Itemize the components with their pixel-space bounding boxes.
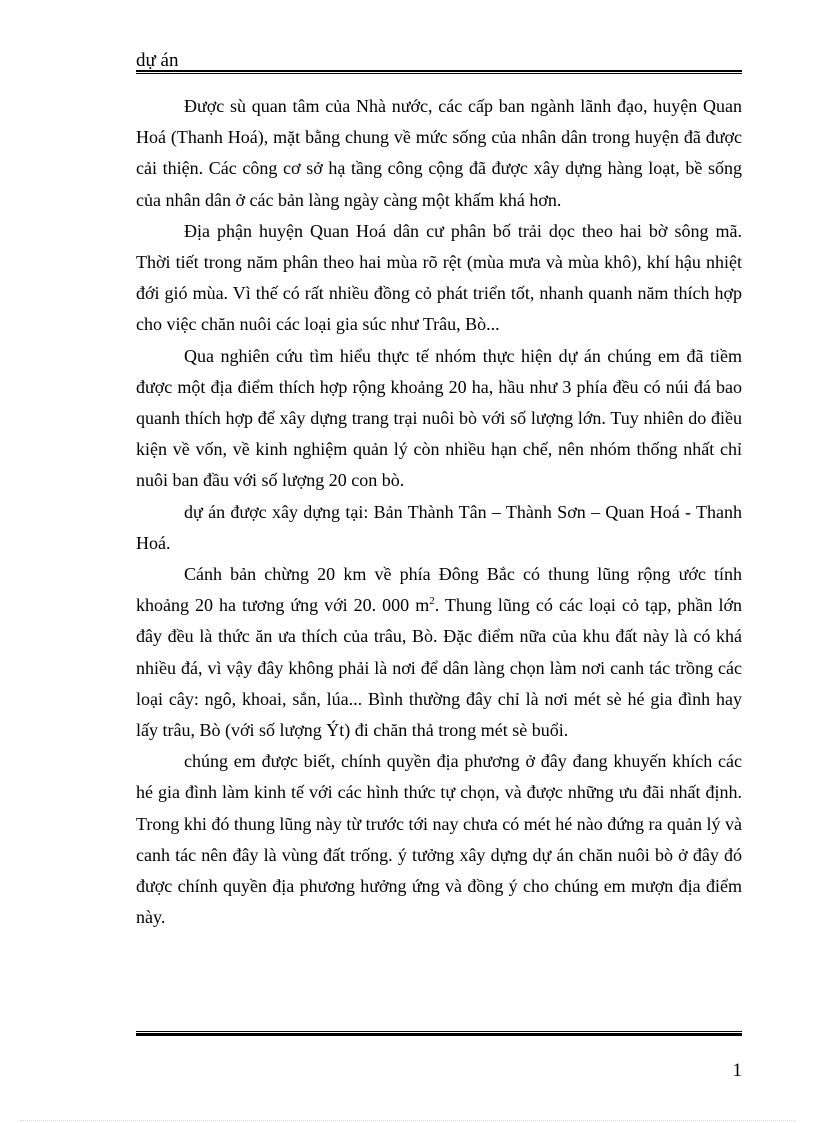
page-number: 1 <box>732 1060 742 1081</box>
paragraph-6: chúng em được biết, chính quyền địa phương ở đây đang khuyến khích các hé gia đình làm kinh tế với các hình thức tự chọn, và được những ưu đãi nhất định. Trong khi đó thung lũng này từ trước tới nay chưa có mét hé nào đứng ra quản lý và canh tác nên đây là vùng đất trống. ý tưởng xây dựng dự án chăn nuôi bò ở đây đó được chính quyền địa phương hưởng ứng và đồng ý cho chúng em mượn địa điểm này. <box>136 751 742 928</box>
document-body <box>136 91 742 933</box>
area-unit-superscript: 2 <box>429 595 435 608</box>
paragraph-5-text-end: . Thung lũng có các loại cỏ tạp, phần lớn đây đều là thức ăn ưa thích của trâu, Bò. Đặc điểm nữa của khu đất này là có khá nhiều đá, vì vậy đây không phải là nơi để dân làng chọn làm nơi canh tác trồng các loại cây: ngô, khoai, sắn, lúa... Bình thường đây chỉ là nơi mét sè hé gia đình hay lấy trâu, Bò (với số lượng Ýt) đi chăn thả trong mét sè buổi. <box>136 595 743 741</box>
paragraph-3: Qua nghiên cứu tìm hiểu thực tế nhóm thực hiện dự án chúng em đã tiềm được một địa điểm thích hợp rộng khoảng 20 ha, hầu như 3 phía đều có núi đá bao quanh thích hợp để xây dựng trang trại nuôi bò với số lượng lớn. Tuy nhiên do điều kiện về vốn, về kinh nghiệm quản lý còn nhiều hạn chế, nên nhóm thống nhất chỉ nuôi ban đầu với số lượng 20 con bò. <box>136 345 742 491</box>
paragraph-4: dự án được xây dựng tại: Bản Thành Tân – Thành Sơn – Quan Hoá - Thanh Hoá. <box>136 501 742 553</box>
paragraph-5 <box>136 559 742 746</box>
header-rule <box>136 70 742 74</box>
paragraph-1: Được sù quan tâm của Nhà nước, các cấp ban ngành lãnh đạo, huyện Quan Hoá (Thanh Hoá), mặt bằng chung về mức sống của nhân dân trong huyện đã được cải thiện. Các công cơ sở hạ tầng công cộng đã được xây dựng hàng loạt, bề sống của nhân dân ở các bản làng ngày càng một khấm khá hơn. <box>136 96 742 210</box>
paragraph-2: Địa phận huyện Quan Hoá dân cư phân bố trải dọc theo hai bờ sông mã. Thời tiết trong năm phân theo hai mùa rõ rệt (mùa mưa và mùa khô), khí hậu nhiệt đới gió mùa. Vì thế có rất nhiều đồng cỏ phát triển tốt, nhanh quanh năm thích hợp cho việc chăn nuôi các loại gia súc như Trâu, Bò... <box>136 220 742 335</box>
paragraph-5-text-start: Cánh bản chừng 20 km về phía Đông Bắc có thung lũng rộng ước tính khoảng 20 ha tương ứng với 20. 000 m <box>136 564 742 616</box>
page-edge-divider <box>20 1120 796 1121</box>
page-header-title: dự án <box>136 50 179 71</box>
footer-rule <box>136 1031 742 1036</box>
